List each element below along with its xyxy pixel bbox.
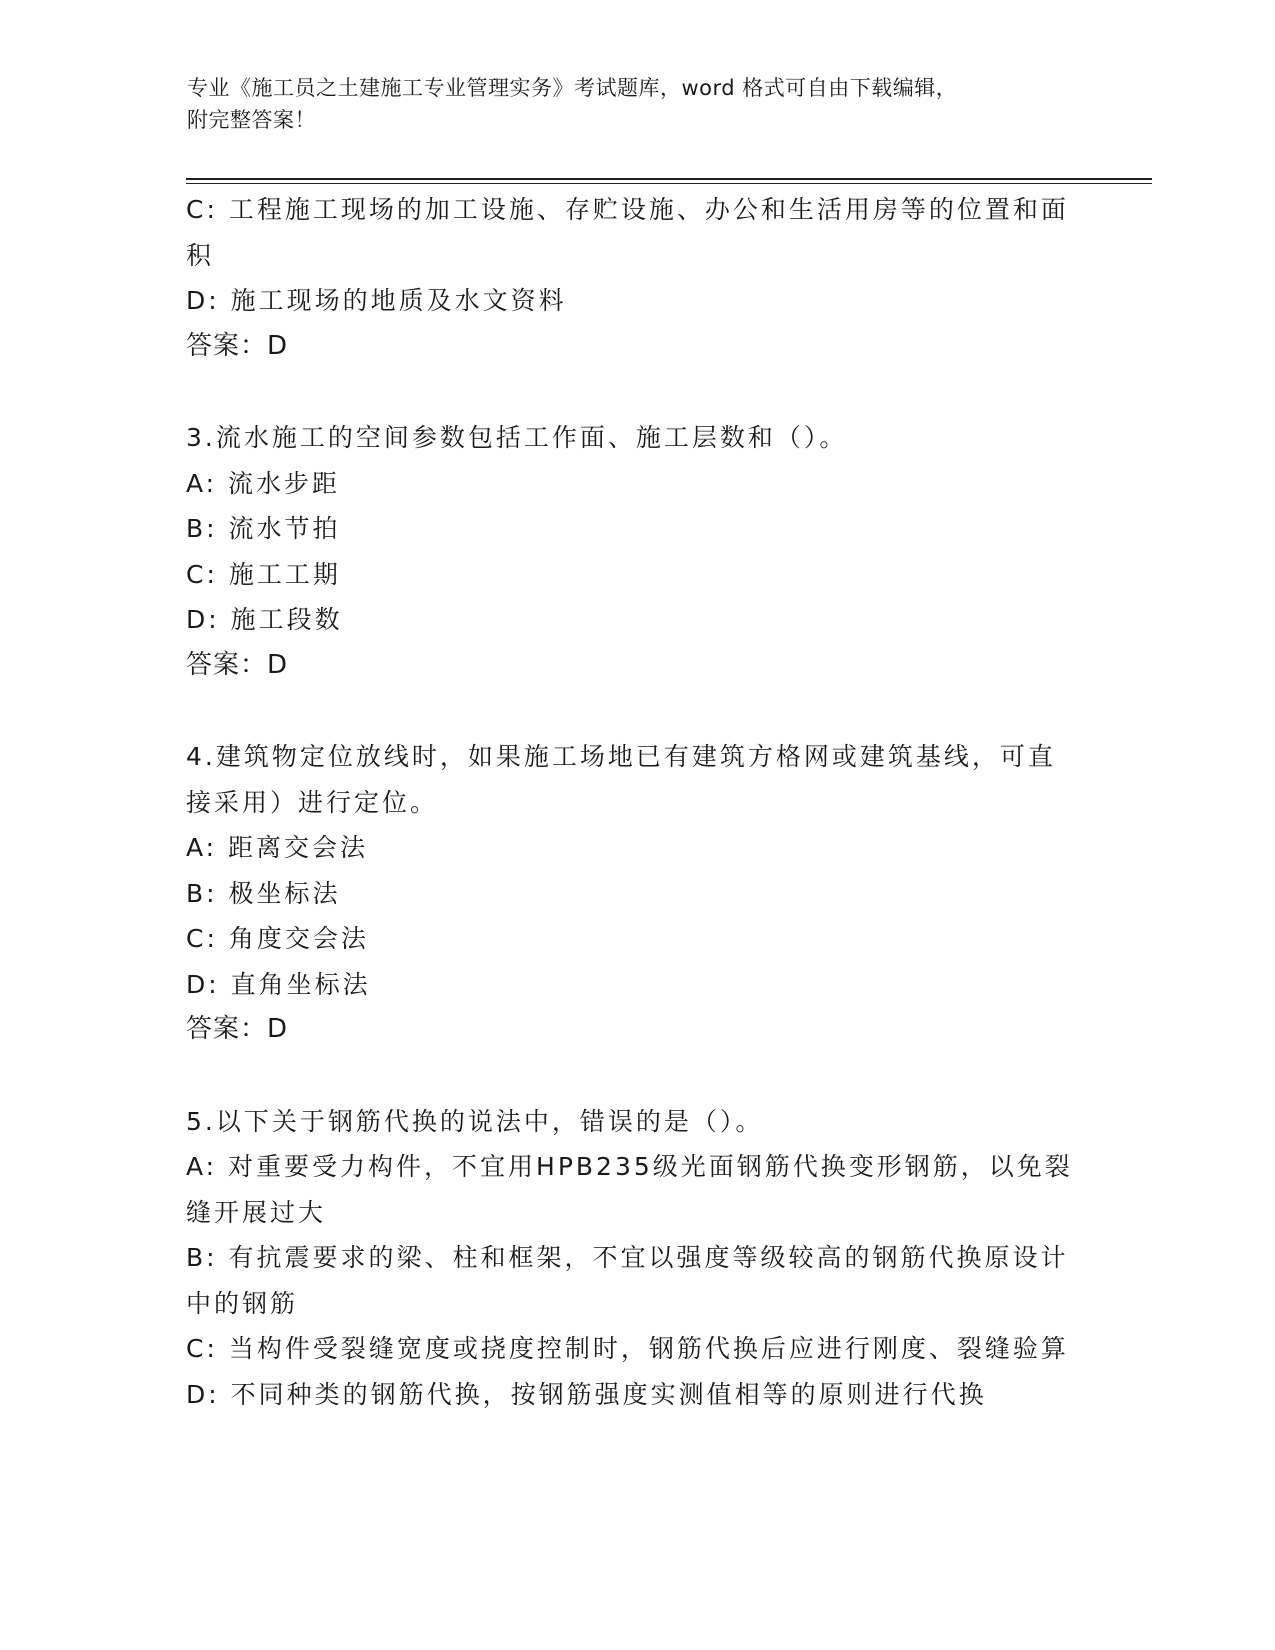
- answer-line: 答案：D: [186, 1014, 289, 1044]
- option-b: B: 流水节拍: [186, 514, 341, 543]
- question-4: [186, 734, 1076, 1053]
- question-text: 4.建筑物定位放线时，如果施工场地已有建筑方格网或建筑基线，可直接采用）进行定位。: [186, 742, 1056, 817]
- header-line-1: 专业《施工员之土建施工专业管理实务》考试题库，word 格式可自由下载编辑，: [187, 76, 958, 100]
- option-c: C: 角度交会法: [186, 924, 369, 953]
- option-c: C: 工程施工现场的加工设施、存贮设施、办公和生活用房等的位置和面积: [186, 195, 1069, 270]
- question-text: 3.流水施工的空间参数包括工作面、施工层数和（）。: [186, 423, 848, 452]
- option-a: A: 距离交会法: [186, 833, 369, 862]
- question-3: [186, 415, 1076, 688]
- option-d: D: 施工段数: [186, 605, 343, 634]
- question-fragment: [186, 187, 1076, 369]
- answer-line: 答案：D: [186, 649, 289, 680]
- question-5: [186, 1099, 1076, 1418]
- document-header: [187, 72, 1067, 136]
- option-a: A: 流水步距: [186, 468, 341, 498]
- option-c: C: 当构件受裂缝宽度或挠度控制时，钢筋代换后应进行刚度、裂缝验算: [186, 1334, 1069, 1363]
- option-d: D: 直角坐标法: [186, 969, 371, 999]
- option-d: D: 施工现场的地质及水文资料: [186, 286, 567, 315]
- question-text: 5.以下关于钢筋代换的说法中，错误的是（）。: [186, 1106, 764, 1136]
- header-divider-thick: [186, 178, 1152, 180]
- option-b: B: 极坐标法: [186, 878, 341, 908]
- option-a: A: 对重要受力构件，不宜用HPB235级光面钢筋代换变形钢筋，以免裂缝开展过大: [186, 1152, 1073, 1227]
- option-c: C: 施工工期: [186, 559, 341, 589]
- header-divider-thin: [186, 183, 1152, 184]
- header-line-2: 附完整答案！: [187, 108, 316, 132]
- answer-line: 答案：D: [186, 330, 289, 361]
- option-b: B: 有抗震要求的梁、柱和框架，不宜以强度等级较高的钢筋代换原设计中的钢筋: [186, 1243, 1069, 1318]
- exam-content: [186, 187, 1076, 1417]
- option-d: D: 不同种类的钢筋代换，按钢筋强度实测值相等的原则进行代换: [186, 1379, 987, 1409]
